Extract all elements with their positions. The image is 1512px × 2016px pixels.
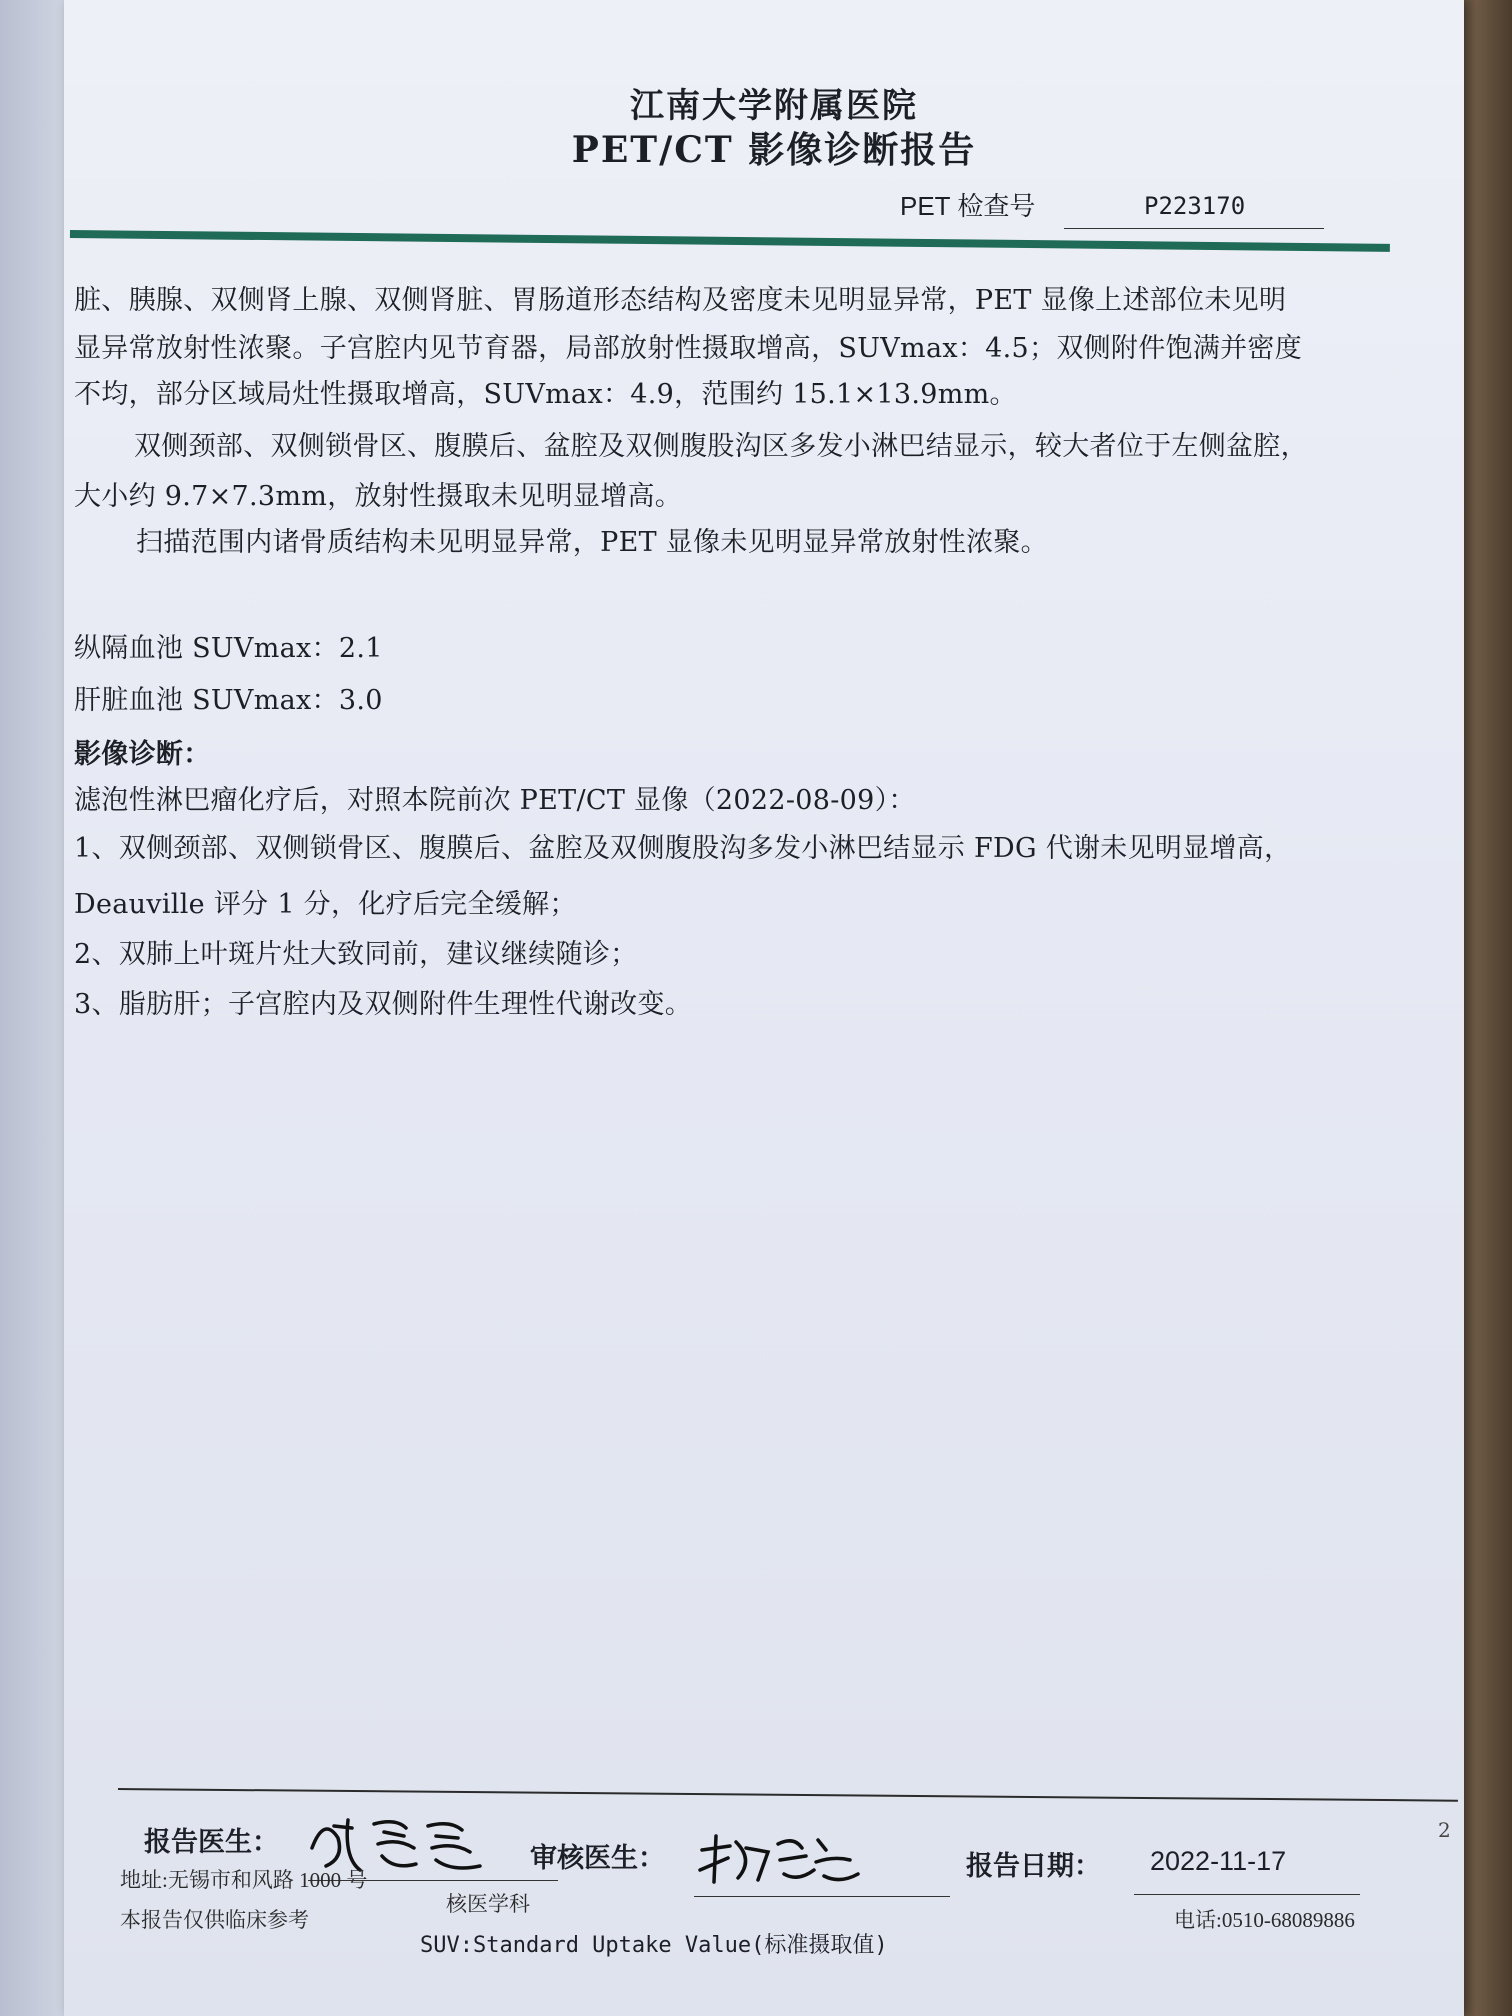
findings-line: 不均，部分区域局灶性摄取增高，SUVmax：4.9，范围约 15.1×13.9mm。 [74,379,1017,410]
header-band [70,230,1390,252]
phone-number: 电话:0510-68089886 [1174,1908,1355,1932]
report-title: PET/CT 影像诊断报告 [571,129,977,171]
reviewer-signature-line [694,1896,950,1897]
diagnosis-item: 2、双肺上叶斑片灶大致同前，建议继续随诊； [74,939,638,970]
date-label: 报告日期： [966,1851,1101,1882]
diagnosis-item: Deauville 评分 1 分，化疗后完全缓解； [74,889,577,920]
pet-number-underline [1064,228,1324,229]
page-number: 2 [1438,1818,1451,1842]
diagnosis-heading: 影像诊断： [74,739,211,770]
diagnosis-item: 3、脂肪肝；子宫腔内及双侧附件生理性代谢改变。 [74,989,693,1020]
diagnosis-item: 1、双侧颈部、双侧锁骨区、腹膜后、盆腔及双侧腹股沟多发小淋巴结显示 FDG 代谢未见明显增高， [74,833,1292,864]
findings-line: 脏、胰腺、双侧肾上腺、双侧肾脏、胃肠道形态结构及密度未见明显异常，PET 显像上述部位未见明 [74,285,1287,316]
footer-rule [118,1788,1458,1802]
pet-number-value: P223170 [1144,192,1246,220]
hospital-address: 地址:无锡市和风路 1000 号 [120,1868,368,1892]
disclaimer: 本报告仅供临床参考 [120,1908,309,1932]
reviewer-label: 审核医生： [530,1843,665,1874]
report-date: 2022-11-17 [1150,1846,1287,1876]
suv-note: SUV:Standard Uptake Value(标准摄取值) [420,1933,888,1958]
department: 核医学科 [446,1892,530,1916]
pet-number-label: PET 检查号 [900,191,1036,221]
findings-line: 显异常放射性浓聚。子宫腔内见节育器，局部放射性摄取增高，SUVmax：4.5；双侧附件饱满并密度 [74,333,1303,364]
findings-line: 大小约 9.7×7.3mm，放射性摄取未见明显增高。 [74,481,683,512]
findings-line: 扫描范围内诸骨质结构未见明显异常，PET 显像未见明显异常放射性浓聚。 [136,527,1048,558]
date-underline [1134,1894,1360,1895]
diagnosis-intro: 滤泡性淋巴瘤化疗后，对照本院前次 PET/CT 显像（2022-08-09）： [74,785,916,816]
report-page [64,0,1464,2016]
hospital-name: 江南大学附属医院 [630,86,918,126]
doctor-label: 报告医生： [144,1827,279,1858]
findings-line: 双侧颈部、双侧锁骨区、腹膜后、盆腔及双侧腹股沟区多发小淋巴结显示，较大者位于左侧盆腔， [134,431,1308,462]
liver-blood-pool: 肝脏血池 SUVmax：3.0 [74,685,383,716]
reviewer-signature [694,1830,864,1888]
mediastinal-blood-pool: 纵隔血池 SUVmax：2.1 [74,633,383,664]
